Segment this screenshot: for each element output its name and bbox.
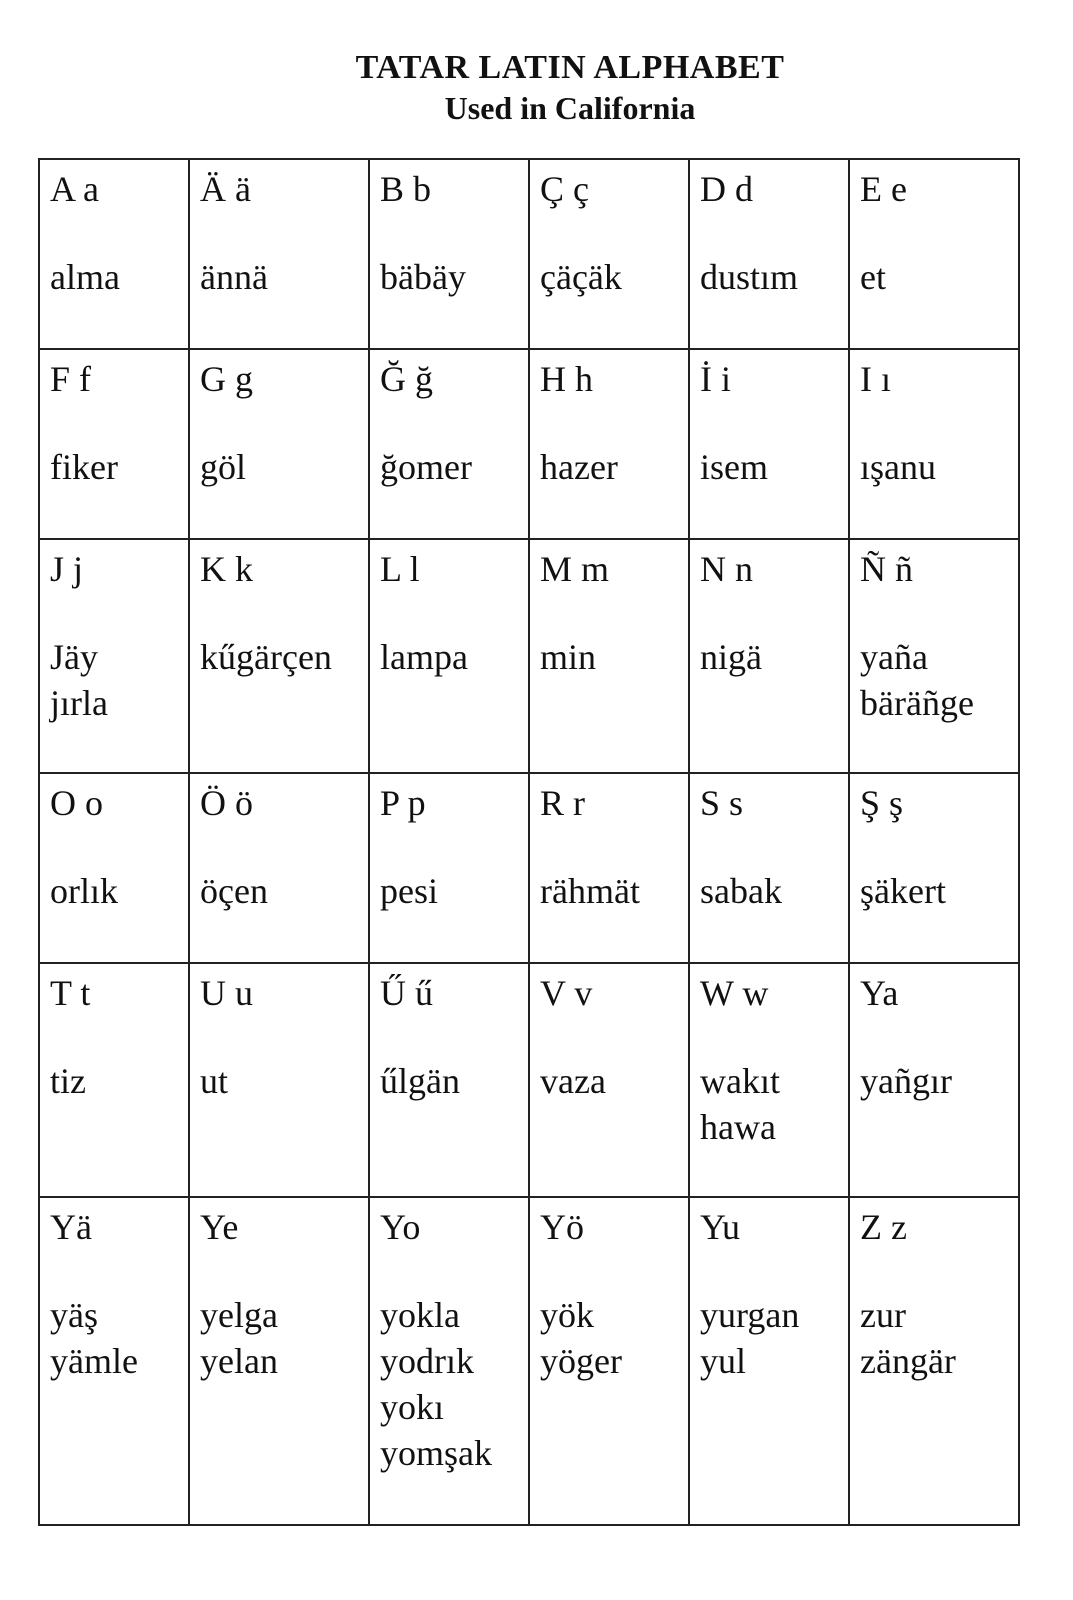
example-word: şäkert bbox=[860, 871, 946, 911]
alphabet-cell bbox=[689, 963, 849, 1197]
letter-pair: B b bbox=[380, 169, 432, 209]
letter-pair: U u bbox=[200, 973, 253, 1013]
alphabet-cell bbox=[189, 1197, 369, 1525]
example-word: yämle bbox=[50, 1341, 138, 1381]
example-word: et bbox=[860, 257, 886, 297]
example-word: yelga bbox=[200, 1295, 278, 1335]
alphabet-cell bbox=[689, 159, 849, 349]
alphabet-cell bbox=[189, 349, 369, 539]
alphabet-cell bbox=[529, 349, 689, 539]
example-word: yurgan bbox=[700, 1295, 800, 1335]
letter-pair: Yu bbox=[700, 1207, 741, 1247]
table-row bbox=[39, 1197, 1019, 1525]
letter-pair: T t bbox=[50, 973, 91, 1013]
letter-pair: Ya bbox=[860, 973, 899, 1013]
alphabet-cell bbox=[39, 159, 189, 349]
example-word: öçen bbox=[200, 871, 268, 911]
alphabet-cell bbox=[369, 349, 529, 539]
example-word: kűgärçen bbox=[200, 637, 332, 677]
letter-pair: Ö ö bbox=[200, 783, 253, 823]
letter-pair: L l bbox=[380, 549, 420, 589]
example-word: yañgır bbox=[860, 1061, 952, 1101]
alphabet-cell bbox=[39, 773, 189, 963]
table-row bbox=[39, 773, 1019, 963]
letter-pair: F f bbox=[50, 359, 92, 399]
alphabet-cell bbox=[529, 159, 689, 349]
example-word: tiz bbox=[50, 1061, 86, 1101]
alphabet-cell bbox=[189, 159, 369, 349]
alphabet-cell bbox=[529, 539, 689, 773]
letter-pair: Ä ä bbox=[200, 169, 251, 209]
alphabet-table-body bbox=[39, 159, 1019, 1525]
letter-pair: M m bbox=[540, 549, 610, 589]
example-word: yokla bbox=[380, 1295, 460, 1335]
example-word: ut bbox=[200, 1061, 229, 1101]
example-word: isem bbox=[700, 447, 768, 487]
alphabet-cell bbox=[369, 539, 529, 773]
alphabet-cell bbox=[849, 349, 1019, 539]
example-word: ğomer bbox=[380, 447, 472, 487]
alphabet-cell bbox=[369, 159, 529, 349]
title-block bbox=[0, 48, 1073, 128]
example-word: göl bbox=[200, 447, 247, 487]
letter-pair: Yö bbox=[540, 1207, 584, 1247]
letter-pair: P p bbox=[380, 783, 426, 823]
letter-pair: V v bbox=[540, 973, 593, 1013]
example-word: pesi bbox=[380, 871, 438, 911]
example-word: lampa bbox=[380, 637, 468, 677]
letter-pair: I ı bbox=[860, 359, 891, 399]
letter-pair: G g bbox=[200, 359, 253, 399]
alphabet-cell bbox=[189, 539, 369, 773]
alphabet-cell bbox=[529, 1197, 689, 1525]
example-word: fiker bbox=[50, 447, 118, 487]
letter-pair: Ş ş bbox=[860, 783, 904, 823]
example-word: Jäy bbox=[50, 637, 98, 677]
example-word: wakıt bbox=[700, 1061, 780, 1101]
letter-pair: D d bbox=[700, 169, 753, 209]
example-word: yokı bbox=[380, 1387, 445, 1427]
table-row bbox=[39, 963, 1019, 1197]
alphabet-cell bbox=[689, 539, 849, 773]
example-word: bäbäy bbox=[380, 257, 466, 297]
alphabet-cell bbox=[689, 1197, 849, 1525]
alphabet-cell bbox=[529, 963, 689, 1197]
letter-pair: Ñ ñ bbox=[860, 549, 913, 589]
example-word: bäräñge bbox=[860, 683, 974, 723]
alphabet-cell bbox=[689, 773, 849, 963]
letter-pair: S s bbox=[700, 783, 744, 823]
letter-pair: N n bbox=[700, 549, 753, 589]
example-word: zur bbox=[860, 1295, 906, 1335]
letter-pair: H h bbox=[540, 359, 593, 399]
alphabet-cell bbox=[39, 963, 189, 1197]
alphabet-cell bbox=[689, 349, 849, 539]
example-word: yaña bbox=[860, 637, 928, 677]
alphabet-cell bbox=[39, 539, 189, 773]
letter-pair: W w bbox=[700, 973, 769, 1013]
example-word: yodrık bbox=[380, 1341, 474, 1381]
letter-pair: Yo bbox=[380, 1207, 421, 1247]
example-word: çäçäk bbox=[540, 257, 622, 297]
letter-pair: Yä bbox=[50, 1207, 92, 1247]
example-word: hawa bbox=[700, 1107, 776, 1147]
alphabet-cell bbox=[849, 159, 1019, 349]
example-word: űlgän bbox=[380, 1061, 460, 1101]
example-word: alma bbox=[50, 257, 120, 297]
letter-pair: O o bbox=[50, 783, 103, 823]
alphabet-cell bbox=[39, 349, 189, 539]
alphabet-cell bbox=[849, 539, 1019, 773]
alphabet-cell bbox=[529, 773, 689, 963]
alphabet-table bbox=[38, 158, 1020, 1526]
example-word: ışanu bbox=[860, 447, 936, 487]
page-title: TATAR LATIN ALPHABET bbox=[355, 49, 785, 86]
letter-pair: Z z bbox=[860, 1207, 907, 1247]
example-word: zängär bbox=[860, 1341, 956, 1381]
example-word: jırla bbox=[50, 683, 108, 723]
letter-pair: R r bbox=[540, 783, 585, 823]
example-word: yäş bbox=[50, 1295, 98, 1335]
letter-pair: E e bbox=[860, 169, 907, 209]
letter-pair: J j bbox=[50, 549, 84, 589]
example-word: sabak bbox=[700, 871, 782, 911]
letter-pair: İ i bbox=[700, 359, 731, 399]
example-word: orlık bbox=[50, 871, 118, 911]
table-row bbox=[39, 159, 1019, 349]
alphabet-cell bbox=[369, 1197, 529, 1525]
example-word: vaza bbox=[540, 1061, 606, 1101]
letter-pair: K k bbox=[200, 549, 253, 589]
letter-pair: Ğ ğ bbox=[380, 359, 433, 399]
letter-pair: Ű ű bbox=[380, 973, 433, 1013]
alphabet-cell bbox=[849, 963, 1019, 1197]
example-word: nigä bbox=[700, 637, 762, 677]
letter-pair: Ç ç bbox=[540, 169, 589, 209]
letter-pair: Ye bbox=[200, 1207, 239, 1247]
example-word: min bbox=[540, 637, 597, 677]
example-word: rähmät bbox=[540, 871, 640, 911]
alphabet-cell bbox=[849, 1197, 1019, 1525]
table-row bbox=[39, 349, 1019, 539]
example-word: hazer bbox=[540, 447, 618, 487]
example-word: yomşak bbox=[380, 1433, 492, 1473]
example-word: yöger bbox=[540, 1341, 622, 1381]
alphabet-cell bbox=[369, 773, 529, 963]
example-word: dustım bbox=[700, 257, 799, 297]
alphabet-cell bbox=[369, 963, 529, 1197]
example-word: yelan bbox=[200, 1341, 278, 1381]
alphabet-cell bbox=[849, 773, 1019, 963]
example-word: ännä bbox=[200, 257, 268, 297]
page-subtitle: Used in California bbox=[444, 90, 696, 126]
example-word: yök bbox=[540, 1295, 594, 1335]
table-row bbox=[39, 539, 1019, 773]
alphabet-cell bbox=[189, 963, 369, 1197]
example-word: yul bbox=[700, 1341, 747, 1381]
alphabet-cell bbox=[39, 1197, 189, 1525]
alphabet-cell bbox=[189, 773, 369, 963]
letter-pair: A a bbox=[50, 169, 99, 209]
